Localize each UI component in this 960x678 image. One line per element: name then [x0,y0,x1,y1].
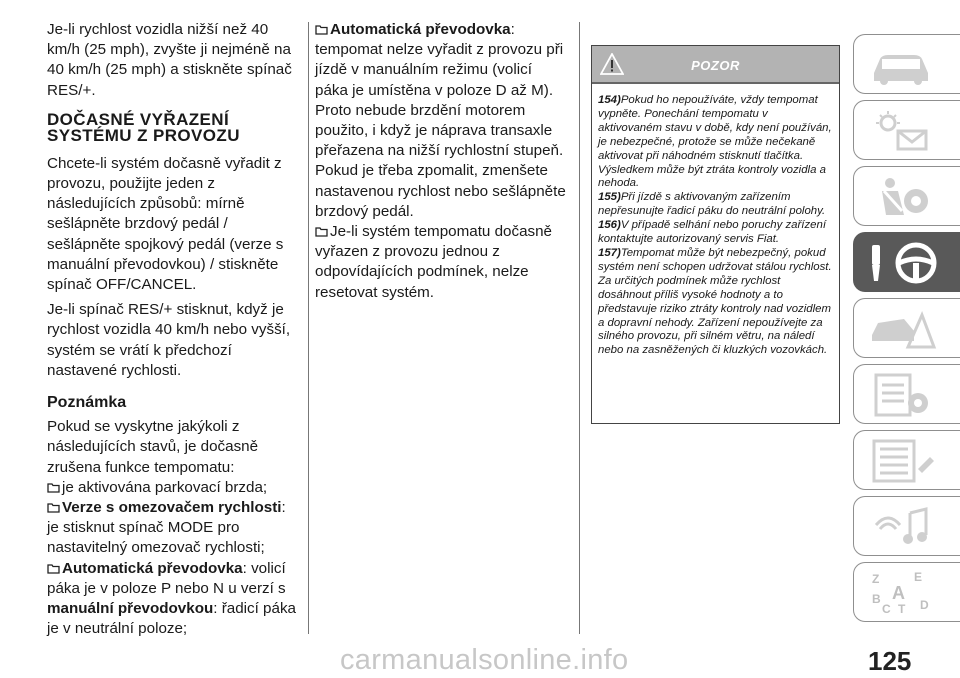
list-item-bold: Verze s omezovačem rychlosti [62,499,282,517]
warning-item-text: V případě selhání nebo poruchy zařízení kontaktujte autorizovaný servis Fiat. [598,219,826,246]
list-item [47,559,299,640]
tab-starting-driving[interactable] [853,232,960,292]
folder-bullet-icon [315,24,328,35]
list-item-text: : řadicí páka je v neutrální poloze; [47,600,296,638]
list-item-text: : volicí páka je v poloze P nebo N u verzí s [47,559,286,597]
tab-maintenance[interactable] [853,364,960,424]
tab-technical-data[interactable] [853,430,960,490]
breakdown-icon [868,307,938,351]
section-heading: DOČASNÉ VYŘAZENÍ SYSTÉMU Z PROVOZU [47,109,240,145]
paragraph: Chcete-li systém dočasně vyřadit z provozu, použijte jeden z následujících způsobů: mírně sešlápněte brzdový pedál / sešlápněte spojkový pedál (verze s manuální převodovkou) / stiskněte spínač OFF/CANCEL. [47,154,284,294]
page-number: 125 [868,646,912,676]
folder-bullet-icon [47,502,60,513]
list-item [47,478,299,498]
warning-item-text: Tempomat může být nebezpečný, pokud systém není schopen udržovat stálou rychlost. Za určitých podmínek může rychlost dosáhnout příliš vysoké hodnoty a to představuje riziko ztráty kontroly nad vozidlem a dopravní nehody. Zařízení nepoužívejte za silného provozu, při silném větru, na náledí nebo na zasněžených či kluzkých vozovkách. [598,246,832,357]
paragraph: Je-li rychlost vozidla nižší než 40 km/h (25 mph), zvyšte ji nejméně na 40 km/h (25 mph) a stiskněte spínač RES/+. [47,21,292,99]
warning-item-number: 156) [598,219,621,232]
car-dashboard-icon [868,43,938,87]
column-divider [579,22,580,634]
list-item-bold: manuální převodovkou [47,600,214,618]
tab-warning-lights[interactable] [853,100,960,160]
list-item [315,20,567,222]
seatbelt-safety-icon [868,175,938,219]
warning-title: POZOR [691,58,740,73]
warning-header [592,46,839,82]
column-divider [308,22,309,634]
index-letter: D [920,598,929,612]
tab-dashboard[interactable] [853,34,960,94]
index-letter: C [882,602,891,615]
tab-emergency[interactable] [853,298,960,358]
index-letter: T [898,602,906,615]
text-column-2 [315,20,567,303]
folder-bullet-icon [315,226,328,237]
list-item-text: : tempomat nelze vyřadit z provozu při jízdě v manuálním režimu (volicí páka je umístěna v poloze D až M). Proto nebude brzdění motorem použito, i když je náprava transaxle přeřazena na nižší rychlostní stupeň. Pokud je třeba zpomalit, zmenšete nastavenou rychlost nebo sešlápněte brzdový pedál. [315,21,566,220]
list-item-text: je aktivována parkovací brzda; [62,478,268,496]
tab-index[interactable] [853,562,960,622]
warning-item-number: 157) [598,246,621,259]
tab-safety[interactable] [853,166,960,226]
warning-item-text: Při jízdě s aktivovaným zařízením nepřesunujte řadicí páku do neutrální polohy. [598,191,826,218]
warning-item [598,94,833,191]
list-item [315,222,567,303]
chapter-tabs [853,34,960,628]
warning-item [598,191,833,219]
index-letter: B [872,592,881,606]
list-item [47,498,299,559]
index-letter: E [914,571,923,584]
watermark: carmanualsonline.info [340,644,629,676]
index-letter: Z [872,572,880,586]
paragraph: Je-li spínač RES/+ stisknut, když je rychlost vozidla 40 km/h nebo vyšší, systém se vrátí k předchozí nastavené rychlosti. [47,301,291,379]
index-letter: A [892,583,905,603]
list-item-text: Je-li systém tempomatu dočasně vyřazen z provozu jednou z odpovídajících podmínek, nelze resetovat systém. [315,223,552,301]
folder-bullet-icon [47,563,60,574]
list-item-bold: Automatická převodovka [330,21,511,38]
warning-item-number: 155) [598,191,621,204]
tab-multimedia[interactable] [853,496,960,556]
maintenance-icon [868,373,938,417]
warning-item [598,247,833,358]
list-item-text: : je stisknut spínač MODE pro nastavitelný omezovač rychlosti; [47,499,286,557]
paragraph: Pokud se vyskytne jakýkoli z následujících stavů, je dočasně zrušena funkce tempomatu: [47,418,259,476]
index-icon [868,571,938,615]
warning-lights-icon [868,109,938,153]
folder-bullet-icon [47,482,60,493]
warning-box [591,45,840,424]
multimedia-icon [868,505,938,549]
list-item-bold: Automatická převodovka [62,559,243,577]
warning-item-number: 154) [598,94,621,106]
key-steering-wheel-icon [868,241,944,287]
note-heading: Poznámka [47,394,127,412]
text-column-1 [47,20,299,639]
technical-data-icon [868,439,938,483]
warning-body [592,84,839,358]
warning-item-text: Pokud ho nepoužíváte, vždy tempomat vypněte. Ponechání tempomatu v aktivovaném stavu v době, kdy není používán, je nebezpečné, protože se může nečekaně aktivovat při náhodném stisknutí tlačítka. Výsledkem může být ztráta kontroly vozidla a nehoda. [598,94,832,190]
warning-item [598,219,833,247]
